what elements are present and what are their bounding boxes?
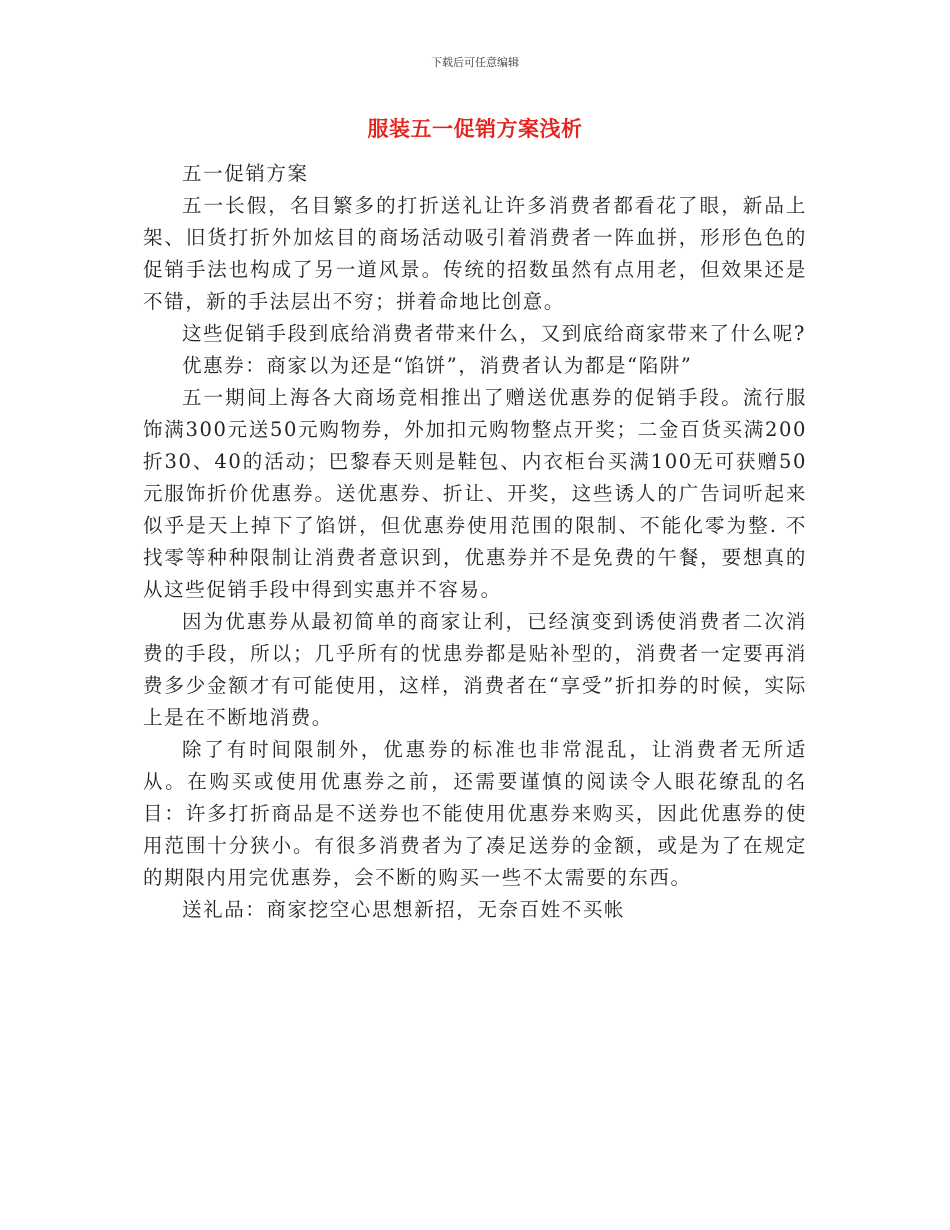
paragraph-coupon-reason: 因为优惠券从最初简单的商家让利，已经演变到诱使消费者二次消费的手段，所以；几乎所有的忧患券都是贴补型的，消费者一定要再消费多少金额才有可能使用，这样，消费者在“享受”折扣券的时候，实际上是在不断地消费。	[143, 610, 807, 729]
paragraph-coupon-limits: 除了有时间限制外，优惠券的标准也非常混乱，让消费者无所适从。在购买或使用优惠券之前，还需要谨慎的阅读令人眼花缭乱的名目：许多打折商品是不送券也不能使用优惠券来购买，因此优惠券的使用范围十分狭小。有很多消费者为了凑足送券的金额，或是为了在规定的期限内用完优惠券，会不断的购买一些不太需要的东西。	[143, 738, 807, 889]
paragraph-gift-heading: 送礼品：商家挖空心思想新招，无奈百姓不买帐	[182, 898, 626, 921]
paragraph-intro: 五一长假，名目繁多的打折送礼让许多消费者都看花了眼，新品上架、旧货打折外加炫目的商场活动吸引着消费者一阵血拼，形形色色的促销手法也构成了另一道风景。传统的招数虽然有点用老，但效果还是不错，新的手法层出不穷；拼着命地比创意。	[143, 194, 807, 313]
document-body	[143, 158, 807, 926]
paragraph-question: 这些促销手段到底给消费者带来什么，又到底给商家带来了什么呢?	[182, 322, 806, 345]
paragraph-section-heading: 五一促销方案	[182, 162, 309, 185]
paragraph-coupon-heading: 优惠券：商家以为还是“馅饼”，消费者认为都是“陷阱”	[182, 354, 693, 377]
paragraph-coupon-examples: 五一期间上海各大商场竞相推出了赠送优惠券的促销手段。流行服饰满300元送50元购物券，外加扣元购物整点开奖；二金百货买满200折30、40的活动；巴黎春天则是鞋包、内衣柜台买满100无可获赠50元服饰折价优惠券。送优惠券、折让、开奖，这些诱人的广告词听起来似乎是天上掉下了馅饼，但优惠券使用范围的限制、不能化零为整. 不找零等种种限制让消费者意识到，优惠券并不是免费的午餐，要想真的从这些促销手段中得到实惠并不容易。	[143, 386, 807, 601]
document-title: 服装五一促销方案浅析	[367, 117, 583, 141]
page-header-note: 下载后可任意编辑	[431, 56, 519, 69]
